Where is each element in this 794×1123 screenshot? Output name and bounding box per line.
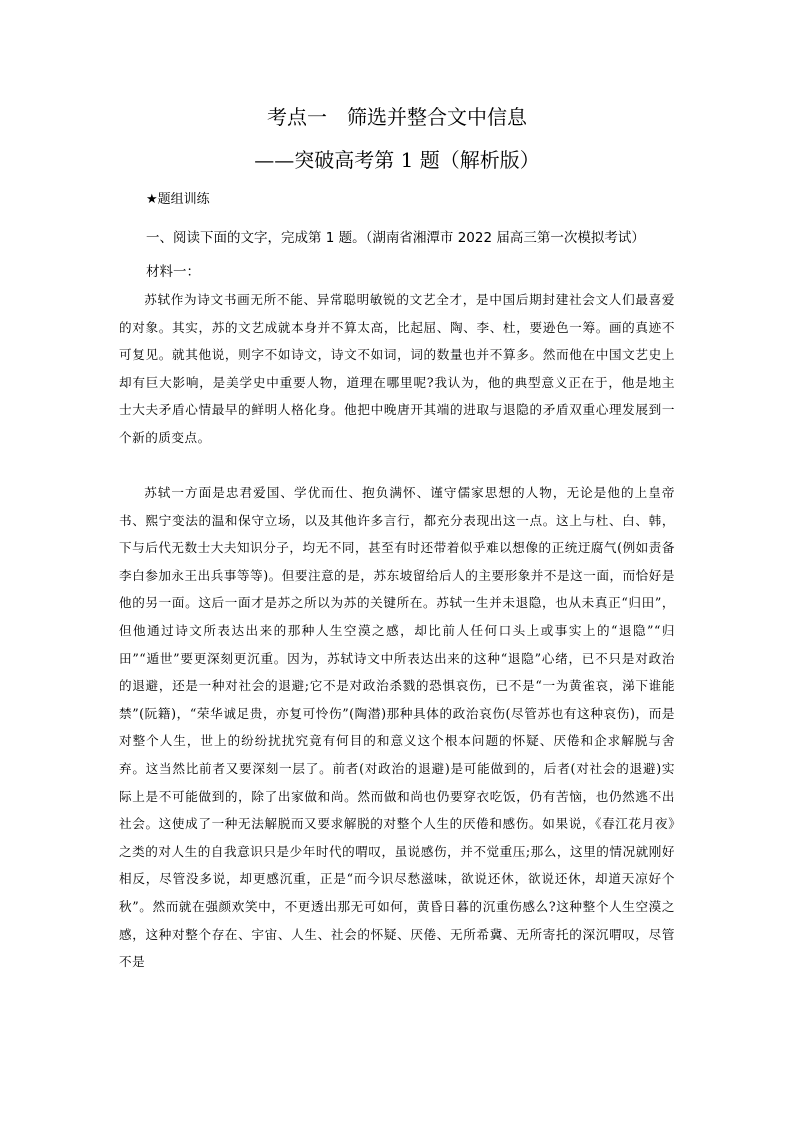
paragraph-1: 苏轼作为诗文书画无所不能、异常聪明敏锐的文艺全才，是中国后期封建社会文人们最喜爱的对象。其实，苏的文艺成就本身并不算太高，比起屈、陶、李、杜，要逊色一筹。画的真迹不可复见。就其他说，则字不如诗文，诗文不如词，词的数量也并不算多。然而他在中国文艺史上却有巨大影响，是美学史中重要人物，道理在哪里呢?我认为，他的典型意义正在于，他是地主士大夫矛盾心情最早的鲜明人格化身。他把中晚唐开其端的进取与退隐的矛盾双重心理发展到一个新的质变点。: [119, 292, 675, 445]
question-intro: 一、阅读下面的文字，完成第 1 题。（湖南省湘潭市 2022 届高三第一次模拟考试）: [146, 230, 645, 246]
material-label: 材料一：: [146, 264, 200, 280]
page-title: 考点一 筛选并整合文中信息: [267, 105, 527, 129]
page-subtitle: ——突破高考第 1 题（解析版）: [254, 148, 540, 172]
section-label: ★题组训练: [146, 192, 210, 207]
paragraph-2: 苏轼一方面是忠君爱国、学优而仕、抱负满怀、谨守儒家思想的人物，无论是他的上皇帝书、熙宁变法的温和保守立场，以及其他许多言行，都充分表现出这一点。这上与杜、白、韩，下与后代无数士大夫知识分子，均无不同，甚至有时还带着似乎难以想像的正统迂腐气(例如责备李白参加永王出兵事等等)。但要注意的是，苏东坡留给后人的主要形象并不是这一面，而恰好是他的另一面。这后一面才是苏之所以为苏的关键所在。苏轼一生并未退隐，也从未真正“归田”，但他通过诗文所表达出来的那种人生空漠之感，却比前人任何口头上或事实上的“退隐”“归田”“遁世”要更深刻更沉重。因为，苏轼诗文中所表达出来的这种“退隐”心绪，已不只是对政治的退避，还是一种对社会的退避;它不是对政治杀戮的恐惧哀伤，已不是“一为黄雀哀，涕下谁能禁”(阮籍)，“荣华诚足贵，亦复可怜伤”(陶潜)那种具体的政治哀伤(尽管苏也有这种哀伤)，而是对整个人生，世上的纷纷扰扰究竟有何目的和意义这个根本问题的怀疑、厌倦和企求解脱与舍弃。这当然比前者又要深刻一层了。前者(对政治的退避)是可能做到的，后者(对社会的退避)实际上是不可能做到的，除了出家做和尚。然而做和尚也仍要穿衣吃饭，仍有苦恼，也仍然逃不出社会。这使成了一种无法解脱而又要求解脱的对整个人生的厌倦和感伤。如果说，《春江花月夜》之类的对人生的自我意识只是少年时代的喟叹，虽说感伤，并不觉重压;那么，这里的情况就刚好相反，尽管没多说，却更感沉重，正是“而今识尽愁滋味，欲说还休，欲说还休，却道天凉好个秋”。然而就在强颜欢笑中，不更透出那无可如何，黄昏日暮的沉重伤感么?这种整个人生空漠之感，这种对整个存在、宇宙、人生、社会的怀疑、厌倦、无所希冀、无所寄托的深沉喟叹，尽管不是: [119, 485, 675, 970]
